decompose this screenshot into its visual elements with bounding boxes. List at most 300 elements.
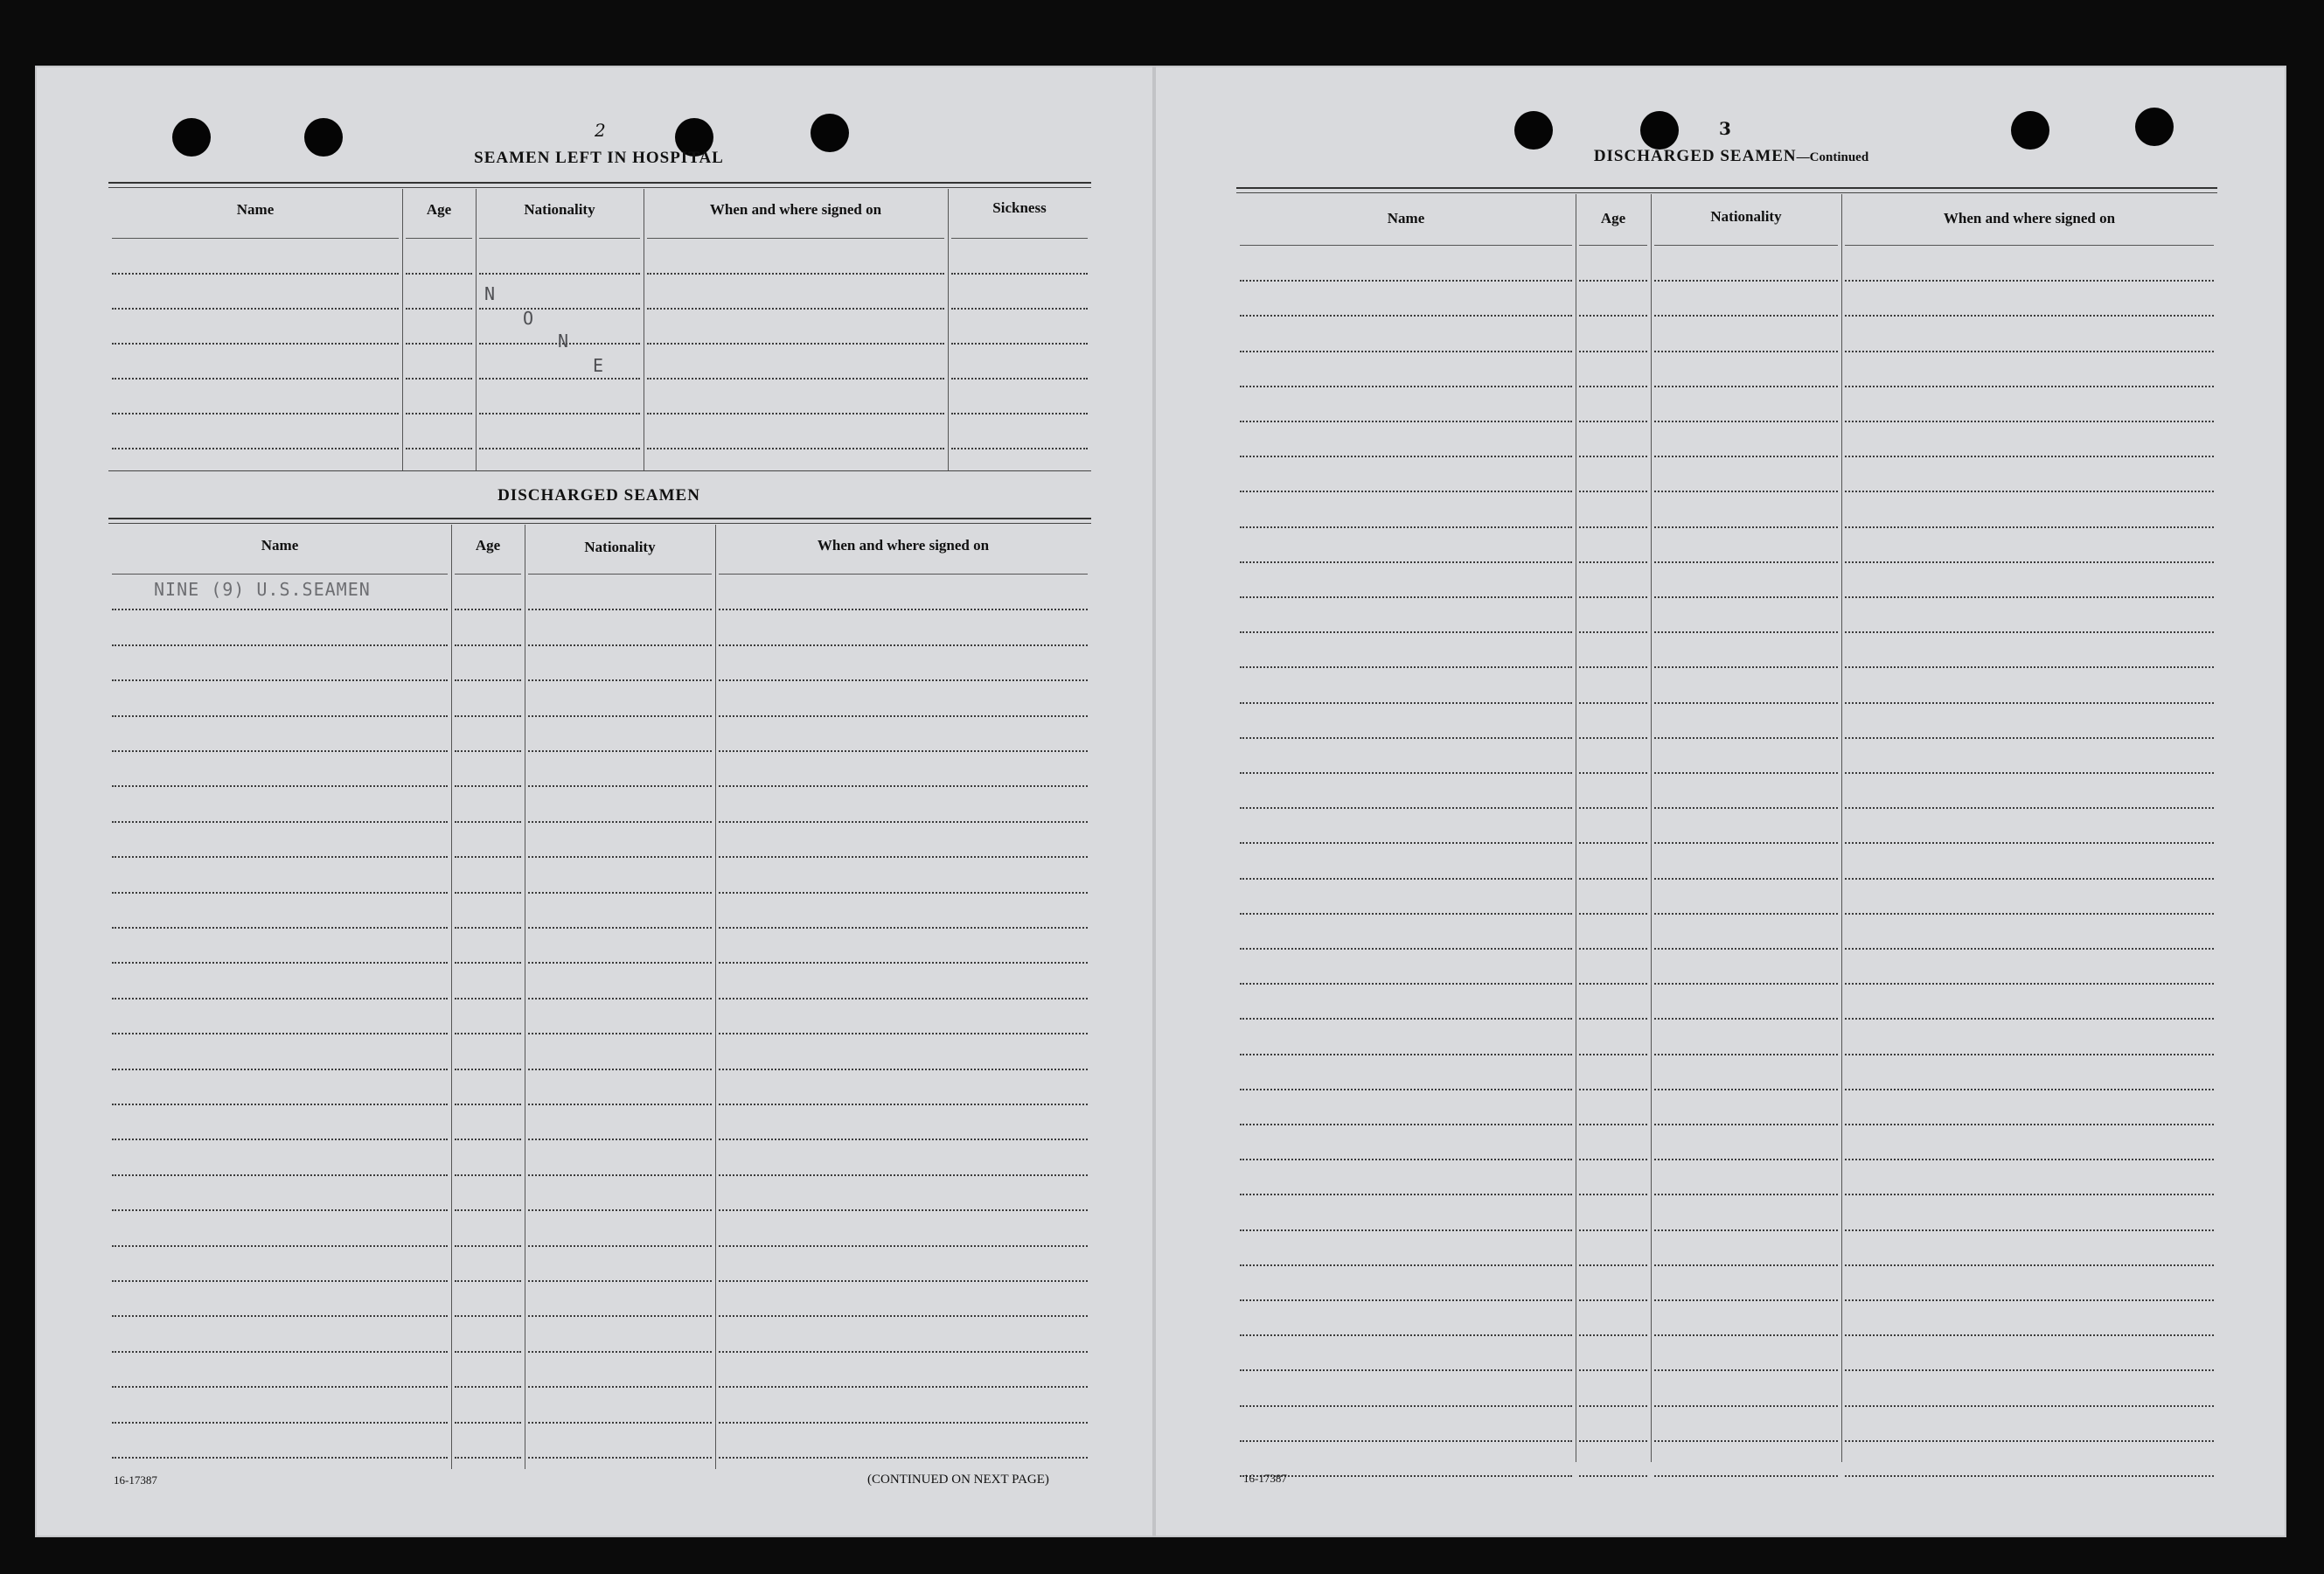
row-line: [112, 1174, 448, 1176]
row-line: [1579, 913, 1647, 915]
row-line: [112, 750, 448, 752]
header-underline: [647, 238, 944, 239]
typed-letter: N: [558, 331, 569, 352]
row-line: [112, 644, 448, 646]
row-line: [719, 609, 1088, 610]
row-line: [1845, 1334, 2214, 1336]
row-line: [1654, 1194, 1838, 1195]
row-line: [951, 273, 1088, 275]
row-line: [455, 1315, 521, 1317]
row-line: [1240, 386, 1572, 387]
row-line: [1579, 666, 1647, 668]
discharged-continued-title-text: DISCHARGED SEAMEN: [1593, 147, 1797, 165]
row-line: [1240, 807, 1572, 809]
row-line: [112, 1422, 448, 1424]
row-line: [719, 1139, 1088, 1140]
column-divider: [948, 189, 949, 470]
hospital-top-rule: [108, 182, 1091, 184]
row-line: [455, 927, 521, 929]
col-header-signed-on: When and where signed on: [817, 537, 990, 554]
row-line: [1240, 561, 1572, 563]
row-line: [719, 1315, 1088, 1317]
row-line: [1579, 807, 1647, 809]
row-line: [1579, 351, 1647, 352]
row-line: [1240, 526, 1572, 528]
row-line: [1579, 1159, 1647, 1160]
row-line: [112, 927, 448, 929]
row-line: [1654, 421, 1838, 422]
row-line: [1240, 1194, 1572, 1195]
header-underline: [719, 574, 1088, 575]
row-line: [1240, 1264, 1572, 1266]
header-underline: [455, 574, 521, 575]
row-line: [1579, 315, 1647, 317]
col-header-name: Name: [1387, 210, 1425, 226]
row-line: [1845, 983, 2214, 985]
typed-entry: NINE (9) U.S.SEAMEN: [154, 579, 371, 600]
row-line: [1845, 1054, 2214, 1055]
row-line: [1240, 842, 1572, 844]
row-line: [1240, 491, 1572, 492]
row-line: [719, 998, 1088, 999]
row-line: [1240, 666, 1572, 668]
row-line: [1654, 666, 1838, 668]
column-divider: [451, 525, 452, 1469]
row-line: [1845, 842, 2214, 844]
row-line: [1845, 561, 2214, 563]
row-line: [455, 1069, 521, 1070]
row-line: [1654, 280, 1838, 282]
page-fold: [1152, 66, 1156, 1537]
row-line: [112, 1280, 448, 1282]
hospital-top-rule-2: [108, 187, 1091, 188]
row-line: [112, 413, 399, 414]
row-line: [1654, 1334, 1838, 1336]
row-line: [719, 1351, 1088, 1353]
row-line: [1845, 386, 2214, 387]
row-line: [112, 1139, 448, 1140]
row-line: [112, 1033, 448, 1034]
row-line: [406, 308, 472, 310]
row-line: [1240, 1299, 1572, 1301]
discharged-top-rule-2: [108, 523, 1091, 524]
row-line: [1240, 421, 1572, 422]
row-line: [112, 343, 399, 345]
row-line: [1654, 737, 1838, 739]
row-line: [528, 750, 712, 752]
row-line: [1240, 702, 1572, 704]
row-line: [1240, 1018, 1572, 1020]
row-line: [1579, 1475, 1647, 1477]
column-divider: [715, 525, 716, 1469]
row-line: [1579, 1054, 1647, 1055]
row-line: [719, 1209, 1088, 1211]
row-line: [112, 1351, 448, 1353]
row-line: [647, 413, 944, 414]
row-line: [1240, 948, 1572, 950]
row-line: [719, 1422, 1088, 1424]
row-line: [455, 1457, 521, 1459]
row-line: [719, 1033, 1088, 1034]
row-line: [1579, 772, 1647, 774]
row-line: [528, 644, 712, 646]
row-line: [719, 750, 1088, 752]
row-line: [1654, 1440, 1838, 1442]
row-line: [1654, 631, 1838, 633]
row-line: [951, 343, 1088, 345]
row-line: [455, 1422, 521, 1424]
row-line: [112, 273, 399, 275]
header-underline: [1845, 245, 2214, 246]
row-line: [1845, 1475, 2214, 1477]
row-line: [479, 308, 640, 310]
row-line: [1240, 596, 1572, 598]
row-line: [1845, 702, 2214, 704]
row-line: [719, 679, 1088, 681]
row-line: [112, 962, 448, 964]
row-line: [1654, 456, 1838, 457]
row-line: [1845, 807, 2214, 809]
hospital-section-title: SEAMEN LEFT IN HOSPITAL: [474, 149, 724, 167]
row-line: [112, 679, 448, 681]
row-line: [1579, 631, 1647, 633]
row-line: [1579, 1229, 1647, 1231]
row-line: [1654, 842, 1838, 844]
row-line: [1579, 1440, 1647, 1442]
row-line: [528, 1315, 712, 1317]
row-line: [1579, 561, 1647, 563]
page-number-left: 2: [595, 120, 606, 141]
row-line: [1240, 1089, 1572, 1090]
row-line: [455, 856, 521, 858]
row-line: [455, 1033, 521, 1034]
hospital-table: [108, 189, 1091, 474]
row-line: [455, 892, 521, 894]
row-line: [1654, 315, 1838, 317]
row-line: [1845, 1299, 2214, 1301]
row-line: [1654, 1475, 1838, 1477]
typed-letter: N: [484, 283, 496, 304]
right-top-rule-2: [1236, 192, 2217, 193]
row-line: [1845, 772, 2214, 774]
row-line: [528, 962, 712, 964]
discharged-table-right: [1236, 194, 2217, 1462]
row-line: [1579, 983, 1647, 985]
row-line: [1845, 421, 2214, 422]
row-line: [1240, 983, 1572, 985]
row-line: [455, 1104, 521, 1105]
row-line: [112, 1069, 448, 1070]
row-line: [1579, 1264, 1647, 1266]
row-line: [528, 1104, 712, 1105]
row-line: [1845, 596, 2214, 598]
row-line: [1579, 491, 1647, 492]
row-line: [1845, 1194, 2214, 1195]
row-line: [528, 821, 712, 823]
row-line: [951, 308, 1088, 310]
row-line: [1654, 1229, 1838, 1231]
row-line: [112, 1104, 448, 1105]
row-line: [528, 998, 712, 999]
row-line: [455, 1139, 521, 1140]
header-underline: [112, 574, 448, 575]
row-line: [1240, 1369, 1572, 1371]
right-top-rule: [1236, 187, 2217, 189]
row-line: [112, 378, 399, 380]
row-line: [528, 1069, 712, 1070]
header-underline: [1579, 245, 1647, 246]
col-header-signed-on: When and where signed on: [1943, 210, 2116, 226]
row-line: [528, 1139, 712, 1140]
row-line: [528, 856, 712, 858]
row-line: [455, 998, 521, 999]
row-line: [1845, 878, 2214, 880]
punch-hole: [172, 118, 211, 157]
row-line: [719, 1457, 1088, 1459]
page-number-right: 3: [1719, 118, 1731, 139]
row-line: [1240, 1405, 1572, 1407]
row-line: [528, 1422, 712, 1424]
row-line: [647, 273, 944, 275]
row-line: [1654, 878, 1838, 880]
punch-hole: [1640, 111, 1679, 150]
row-line: [719, 1069, 1088, 1070]
typed-letter: E: [593, 355, 604, 376]
col-header-age: Age: [426, 201, 452, 218]
row-line: [112, 1386, 448, 1388]
col-header-age: Age: [1600, 210, 1626, 226]
row-line: [479, 378, 640, 380]
row-line: [1654, 1018, 1838, 1020]
row-line: [1845, 1089, 2214, 1090]
col-header-sickness: Sickness: [992, 199, 1047, 216]
row-line: [1240, 1159, 1572, 1160]
row-line: [1654, 386, 1838, 387]
col-header-nationality: Nationality: [524, 201, 595, 218]
row-line: [719, 644, 1088, 646]
row-line: [1240, 1229, 1572, 1231]
row-line: [112, 1245, 448, 1247]
discharged-top-rule: [108, 518, 1091, 519]
row-line: [1845, 1229, 2214, 1231]
col-header-nationality: Nationality: [1710, 208, 1782, 225]
row-line: [1845, 1159, 2214, 1160]
row-line: [1654, 948, 1838, 950]
row-line: [112, 892, 448, 894]
row-line: [455, 1280, 521, 1282]
row-line: [455, 750, 521, 752]
row-line: [719, 715, 1088, 717]
row-line: [1654, 491, 1838, 492]
row-line: [1240, 737, 1572, 739]
row-line: [528, 1209, 712, 1211]
row-line: [1240, 1475, 1572, 1477]
row-line: [1654, 1089, 1838, 1090]
form-number-left: 16-17387: [114, 1473, 157, 1487]
header-underline: [1654, 245, 1838, 246]
row-line: [1654, 351, 1838, 352]
row-line: [1654, 1405, 1838, 1407]
header-underline: [528, 574, 712, 575]
row-line: [455, 1351, 521, 1353]
row-line: [455, 962, 521, 964]
row-line: [1579, 1405, 1647, 1407]
col-header-name: Name: [236, 201, 275, 218]
form-number-right: 16-17387: [1243, 1472, 1287, 1485]
row-line: [528, 927, 712, 929]
row-line: [528, 715, 712, 717]
row-line: [1579, 386, 1647, 387]
row-line: [1579, 596, 1647, 598]
row-line: [1240, 456, 1572, 457]
row-line: [719, 1245, 1088, 1247]
punch-hole: [1514, 111, 1553, 150]
discharged-section-title: DISCHARGED SEAMEN: [498, 486, 700, 505]
row-line: [1654, 561, 1838, 563]
header-underline: [1240, 245, 1572, 246]
row-line: [719, 927, 1088, 929]
row-line: [528, 1033, 712, 1034]
column-divider: [402, 189, 403, 470]
row-line: [112, 308, 399, 310]
header-underline: [479, 238, 640, 239]
discharged-continued-title: [1486, 147, 1976, 166]
row-line: [719, 1174, 1088, 1176]
row-line: [528, 1280, 712, 1282]
row-line: [1579, 1124, 1647, 1125]
row-line: [1845, 1264, 2214, 1266]
row-line: [1240, 1334, 1572, 1336]
row-line: [112, 609, 448, 610]
row-line: [1845, 456, 2214, 457]
row-line: [112, 1209, 448, 1211]
row-line: [112, 785, 448, 787]
row-line: [528, 609, 712, 610]
row-line: [1579, 1334, 1647, 1336]
row-line: [479, 273, 640, 275]
row-line: [406, 448, 472, 449]
row-line: [1579, 421, 1647, 422]
row-line: [1845, 280, 2214, 282]
row-line: [1654, 1159, 1838, 1160]
row-line: [951, 448, 1088, 449]
row-line: [1579, 456, 1647, 457]
row-line: [528, 1174, 712, 1176]
row-line: [647, 308, 944, 310]
row-line: [1579, 1299, 1647, 1301]
row-line: [112, 821, 448, 823]
continued-suffix: —Continued: [1796, 150, 1869, 164]
row-line: [1579, 526, 1647, 528]
row-line: [1845, 666, 2214, 668]
row-line: [528, 1351, 712, 1353]
typed-letter: O: [523, 308, 534, 329]
col-header-signed-on: When and where signed on: [709, 201, 882, 218]
row-line: [112, 998, 448, 999]
row-line: [1845, 351, 2214, 352]
row-line: [719, 1104, 1088, 1105]
punch-hole: [2135, 108, 2174, 146]
row-line: [951, 378, 1088, 380]
col-header-name: Name: [261, 537, 299, 554]
row-line: [1240, 631, 1572, 633]
row-line: [1654, 702, 1838, 704]
row-line: [528, 785, 712, 787]
row-line: [1579, 1018, 1647, 1020]
row-line: [1240, 878, 1572, 880]
row-line: [1579, 1194, 1647, 1195]
row-line: [719, 856, 1088, 858]
row-line: [455, 1209, 521, 1211]
row-line: [455, 1386, 521, 1388]
row-line: [1579, 948, 1647, 950]
row-line: [1654, 807, 1838, 809]
row-line: [1579, 878, 1647, 880]
discharged-table-left: [108, 525, 1091, 1469]
row-line: [647, 343, 944, 345]
row-line: [1654, 1124, 1838, 1125]
row-line: [455, 1174, 521, 1176]
col-header-age: Age: [475, 537, 501, 554]
column-divider: [1841, 194, 1842, 1462]
row-line: [1654, 983, 1838, 985]
row-line: [1240, 1440, 1572, 1442]
row-line: [406, 273, 472, 275]
row-line: [112, 448, 399, 449]
row-line: [647, 378, 944, 380]
row-line: [1845, 1018, 2214, 1020]
row-line: [1654, 526, 1838, 528]
column-divider: [476, 189, 477, 470]
row-line: [528, 892, 712, 894]
row-line: [1240, 315, 1572, 317]
row-line: [479, 413, 640, 414]
row-line: [1654, 1264, 1838, 1266]
hospital-bottom-rule: [108, 470, 1091, 471]
row-line: [1845, 526, 2214, 528]
row-line: [719, 892, 1088, 894]
row-line: [951, 413, 1088, 414]
row-line: [479, 448, 640, 449]
row-line: [1579, 842, 1647, 844]
row-line: [455, 679, 521, 681]
row-line: [1654, 772, 1838, 774]
row-line: [528, 1457, 712, 1459]
row-line: [719, 785, 1088, 787]
row-line: [1845, 1440, 2214, 1442]
row-line: [1240, 280, 1572, 282]
row-line: [1845, 491, 2214, 492]
row-line: [1240, 351, 1572, 352]
header-underline: [951, 238, 1088, 239]
row-line: [1240, 913, 1572, 915]
row-line: [719, 962, 1088, 964]
row-line: [1579, 737, 1647, 739]
row-line: [455, 821, 521, 823]
punch-hole: [811, 114, 849, 152]
row-line: [1654, 596, 1838, 598]
row-line: [455, 644, 521, 646]
row-line: [1579, 1369, 1647, 1371]
row-line: [455, 609, 521, 610]
row-line: [1240, 772, 1572, 774]
row-line: [112, 1457, 448, 1459]
punch-hole: [2011, 111, 2049, 150]
row-line: [1845, 631, 2214, 633]
continued-note: (CONTINUED ON NEXT PAGE): [867, 1473, 1049, 1487]
row-line: [1579, 702, 1647, 704]
row-line: [1579, 280, 1647, 282]
